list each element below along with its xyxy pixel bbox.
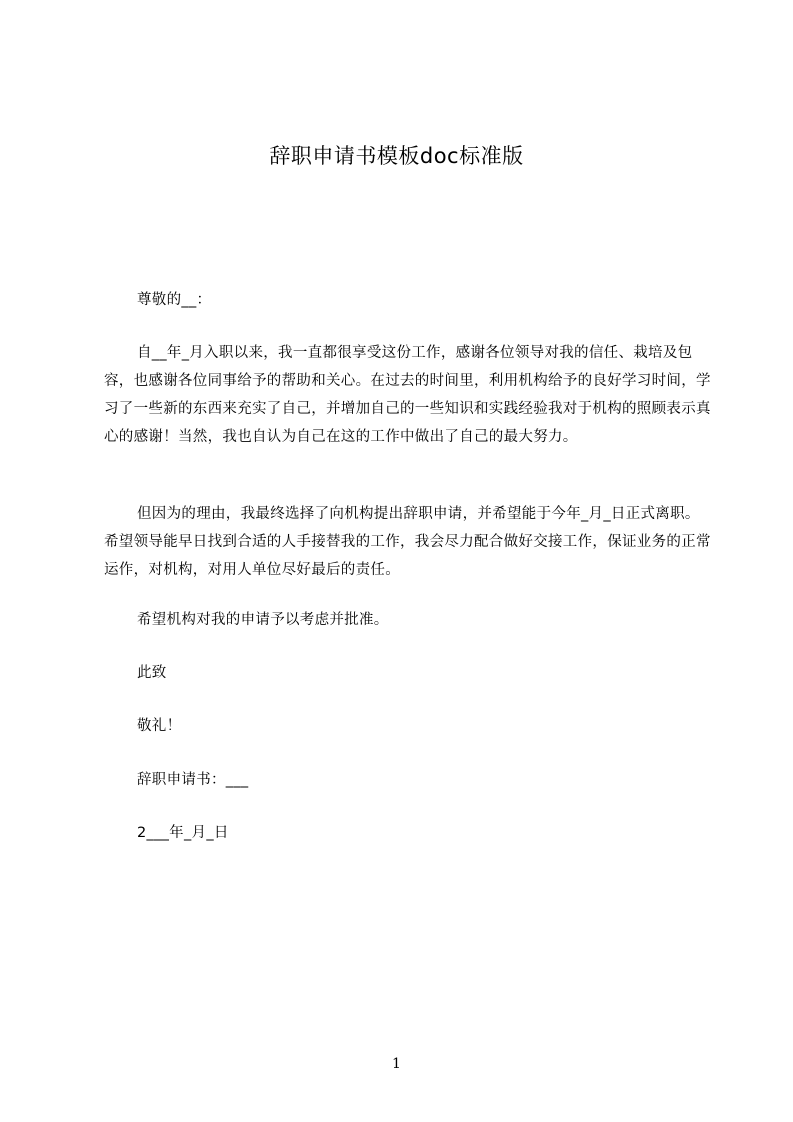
paragraph-gratitude: 自__年_月入职以来，我一直都很享受这份工作，感谢各位领导对我的信任、栽培及包容，也感谢各位同事给予的帮助和关心。在过去的时间里，利用机构给予的良好学习时间，学习了一些新的东西来充实了自己，并增加自己的一些知识和实践经验我对于机构的照顾表示真心的感谢！当然，我也自认为自己在这的工作中做出了自己的最大努力。: [104, 345, 711, 445]
closing-line-2: 敬礼！: [137, 718, 182, 734]
paragraph-request: 希望机构对我的申请予以考虑并批准。: [137, 612, 389, 628]
salutation: 尊敬的__：: [137, 292, 212, 308]
closing-line-1: 此致: [137, 665, 167, 681]
page-number: 1: [392, 1056, 401, 1072]
document-title: 辞职申请书模板doc标准版: [269, 144, 524, 168]
signature-line: 辞职申请书：___: [137, 772, 249, 788]
date-line: 2___年_月_日: [137, 825, 229, 841]
paragraph-resignation-reason: 但因为的理由，我最终选择了向机构提出辞职申请，并希望能于今年_月_日正式离职。希望领导能早日找到合适的人手接替我的工作，我会尽力配合做好交接工作，保证业务的正常运作，对机构，对用人单位尽好最后的责任。: [104, 506, 711, 578]
